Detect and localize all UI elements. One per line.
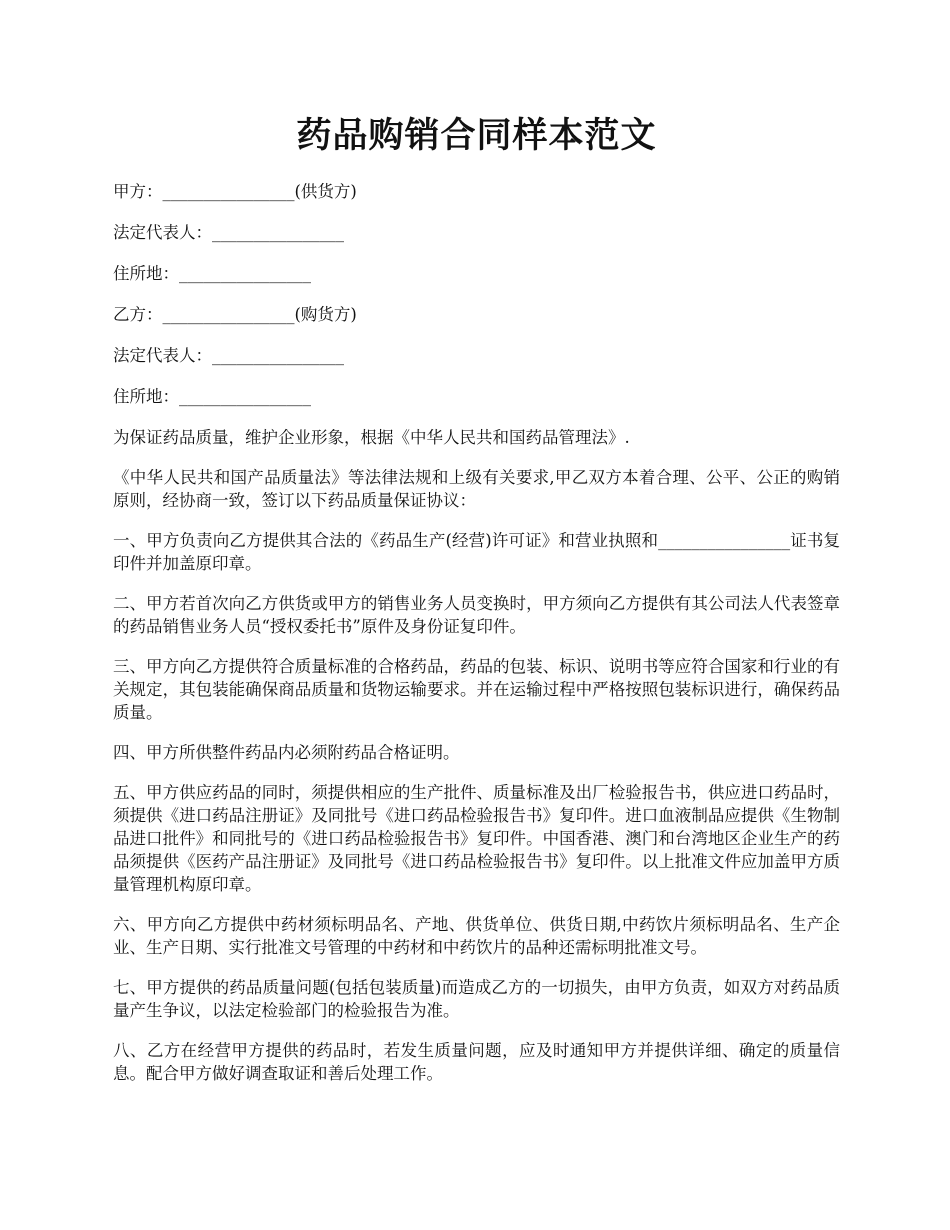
clause-5-paragraph: 五、甲方供应药品的同时，须提供相应的生产批件、质量标准及出厂检验报告书，供应进口药品时，须提供《进口药品注册证》及同批号《进口药品检验报告书》复印件。进口血液制品应提供《生物制品进口批件》和同批号的《进口药品检验报告书》复印件。中国香港、澳门和台湾地区企业生产的药品须提供《医药产品注册证》及同批号《进口药品检验报告书》复印件。以上批准文件应加盖甲方质量管理机构原印章。 — [113, 783, 840, 894]
clause-3-paragraph: 三、甲方向乙方提供符合质量标准的合格药品，药品的包装、标识、说明书等应符合国家和行业的有关规定，其包装能确保商品质量和货物运输要求。并在运输过程中严格按照包装标识进行，确保药品质量。 — [113, 657, 840, 722]
party-b-representative-line: 法定代表人：________________ — [113, 346, 344, 365]
clause-1-paragraph: 一、甲方负责向乙方提供其合法的《药品生产(经营)许可证》和营业执照和________________证书复印件并加盖原印章。 — [113, 531, 840, 573]
preamble-paragraph: 为保证药品质量，维护企业形象，根据《中华人民共和国药品管理法》. — [113, 428, 630, 447]
document-title: 药品购销合同样本范文 — [296, 115, 657, 156]
clause-2-paragraph: 二、甲方若首次向乙方供货或甲方的销售业务人员变换时，甲方须向乙方提供有其公司法人代表签章的药品销售业务人员“授权委托书”原件及身份证复印件。 — [113, 594, 840, 636]
party-b-address-line: 住所地：________________ — [113, 387, 311, 406]
party-a-representative-line: 法定代表人：________________ — [113, 223, 344, 242]
party-b-line: 乙方：________________(购货方) — [113, 305, 357, 324]
document-body — [113, 180, 840, 1085]
clause-7-paragraph: 七、甲方提供的药品质量问题(包括包装质量)而造成乙方的一切损失，由甲方负责，如双方对药品质量产生争议，以法定检验部门的检验报告为准。 — [113, 978, 840, 1020]
preamble-continuation-paragraph: 《中华人民共和国产品质量法》等法律法规和上级有关要求,甲乙双方本着合理、公平、公正的购销原则，经协商一致，签订以下药品质量保证协议： — [113, 468, 840, 510]
clause-4-paragraph: 四、甲方所供整件药品内必须附药品合格证明。 — [113, 743, 460, 762]
clause-8-paragraph: 八、乙方在经营甲方提供的药品时，若发生质量问题，应及时通知甲方并提供详细、确定的质量信息。配合甲方做好调查取证和善后处理工作。 — [113, 1041, 840, 1083]
party-a-line: 甲方：________________(供货方) — [113, 182, 357, 201]
clause-6-paragraph: 六、甲方向乙方提供中药材须标明品名、产地、供货单位、供货日期,中药饮片须标明品名、生产企业、生产日期、实行批准文号管理的中药材和中药饮片的品种还需标明批准文号。 — [113, 915, 840, 957]
party-a-address-line: 住所地：________________ — [113, 264, 311, 283]
